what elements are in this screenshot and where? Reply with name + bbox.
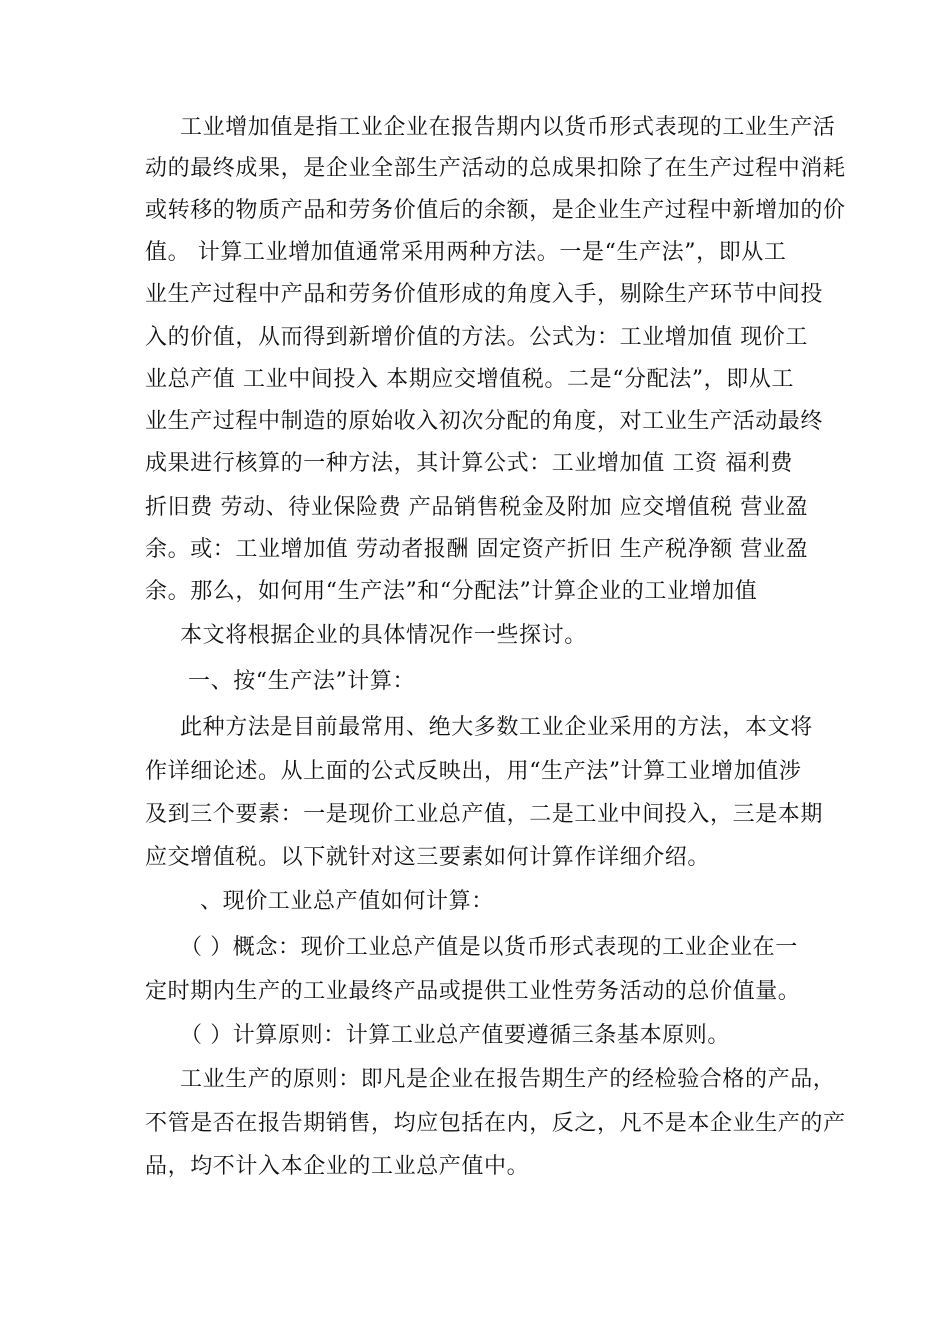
paragraph-line: 及到三个要素：一是现价工业总产值，二是工业中间投入，三是本期 <box>145 802 824 827</box>
paragraph-line: 定时期内生产的工业最终产品或提供工业性劳务活动的总价值量。 <box>145 979 801 1004</box>
paragraph-line: （ ）概念：现价工业总产值是以货币形式表现的工业企业在一 <box>180 935 798 960</box>
paragraph-line: 不管是否在报告期销售，均应包括在内，反之，凡不是本企业生产的产 <box>145 1111 846 1136</box>
paragraph-line: 业总产值 工业中间投入 本期应交增值税。二是“分配法”，即从工 <box>145 367 795 392</box>
paragraph-line: 动的最终成果，是企业全部生产活动的总成果扣除了在生产过程中消耗 <box>145 156 846 181</box>
subsection-heading: 、现价工业总产值如何计算： <box>200 889 494 914</box>
section-heading: 一、按“生产法”计算： <box>188 669 416 694</box>
paragraph-line: （ ）计算原则：计算工业总产值要遵循三条基本原则。 <box>180 1023 730 1048</box>
paragraph-line: 工业生产的原则：即凡是企业在报告期生产的经检验合格的产品， <box>180 1067 836 1092</box>
paragraph-line: 品，均不计入本企业的工业总产值中。 <box>145 1154 530 1179</box>
paragraph-line: 应交增值税。以下就针对这三要素如何计算作详细介绍。 <box>145 845 711 870</box>
paragraph-line: 余。那么，如何用“生产法”和“分配法”计算企业的工业增加值 <box>145 579 758 604</box>
paragraph-line: 业生产过程中产品和劳务价值形成的角度入手，剔除生产环节中间投 <box>145 282 824 307</box>
paragraph-line: 或转移的物质产品和劳务价值后的余额，是企业生产过程中新增加的价 <box>145 198 846 223</box>
paragraph-line: 本文将根据企业的具体情况作一些探讨。 <box>180 623 587 648</box>
paragraph-line: 入的价值，从而得到新增价值的方法。公式为：工业增加值 现价工 <box>145 325 808 350</box>
paragraph-line: 成果进行核算的一种方法，其计算公式：工业增加值 工资 福利费 <box>145 451 793 476</box>
paragraph-line: 折旧费 劳动、待业保险费 产品销售税金及附加 应交增值税 营业盈 <box>145 495 809 520</box>
paragraph-line: 余。或：工业增加值 劳动者报酬 固定资产折旧 生产税净额 营业盈 <box>145 537 809 562</box>
paragraph-line: 工业增加值是指工业企业在报告期内以货币形式表现的工业生产活 <box>180 115 836 140</box>
paragraph-line: 作详细论述。从上面的公式反映出，用“生产法”计算工业增加值涉 <box>145 759 802 784</box>
paragraph-line: 业生产过程中制造的原始收入初次分配的角度，对工业生产活动最终 <box>145 409 824 434</box>
paragraph-line: 此种方法是目前最常用、绝大多数工业企业采用的方法，本文将 <box>180 715 813 740</box>
paragraph-line: 值。 计算工业增加值通常采用两种方法。一是“生产法”，即从工 <box>145 240 787 265</box>
